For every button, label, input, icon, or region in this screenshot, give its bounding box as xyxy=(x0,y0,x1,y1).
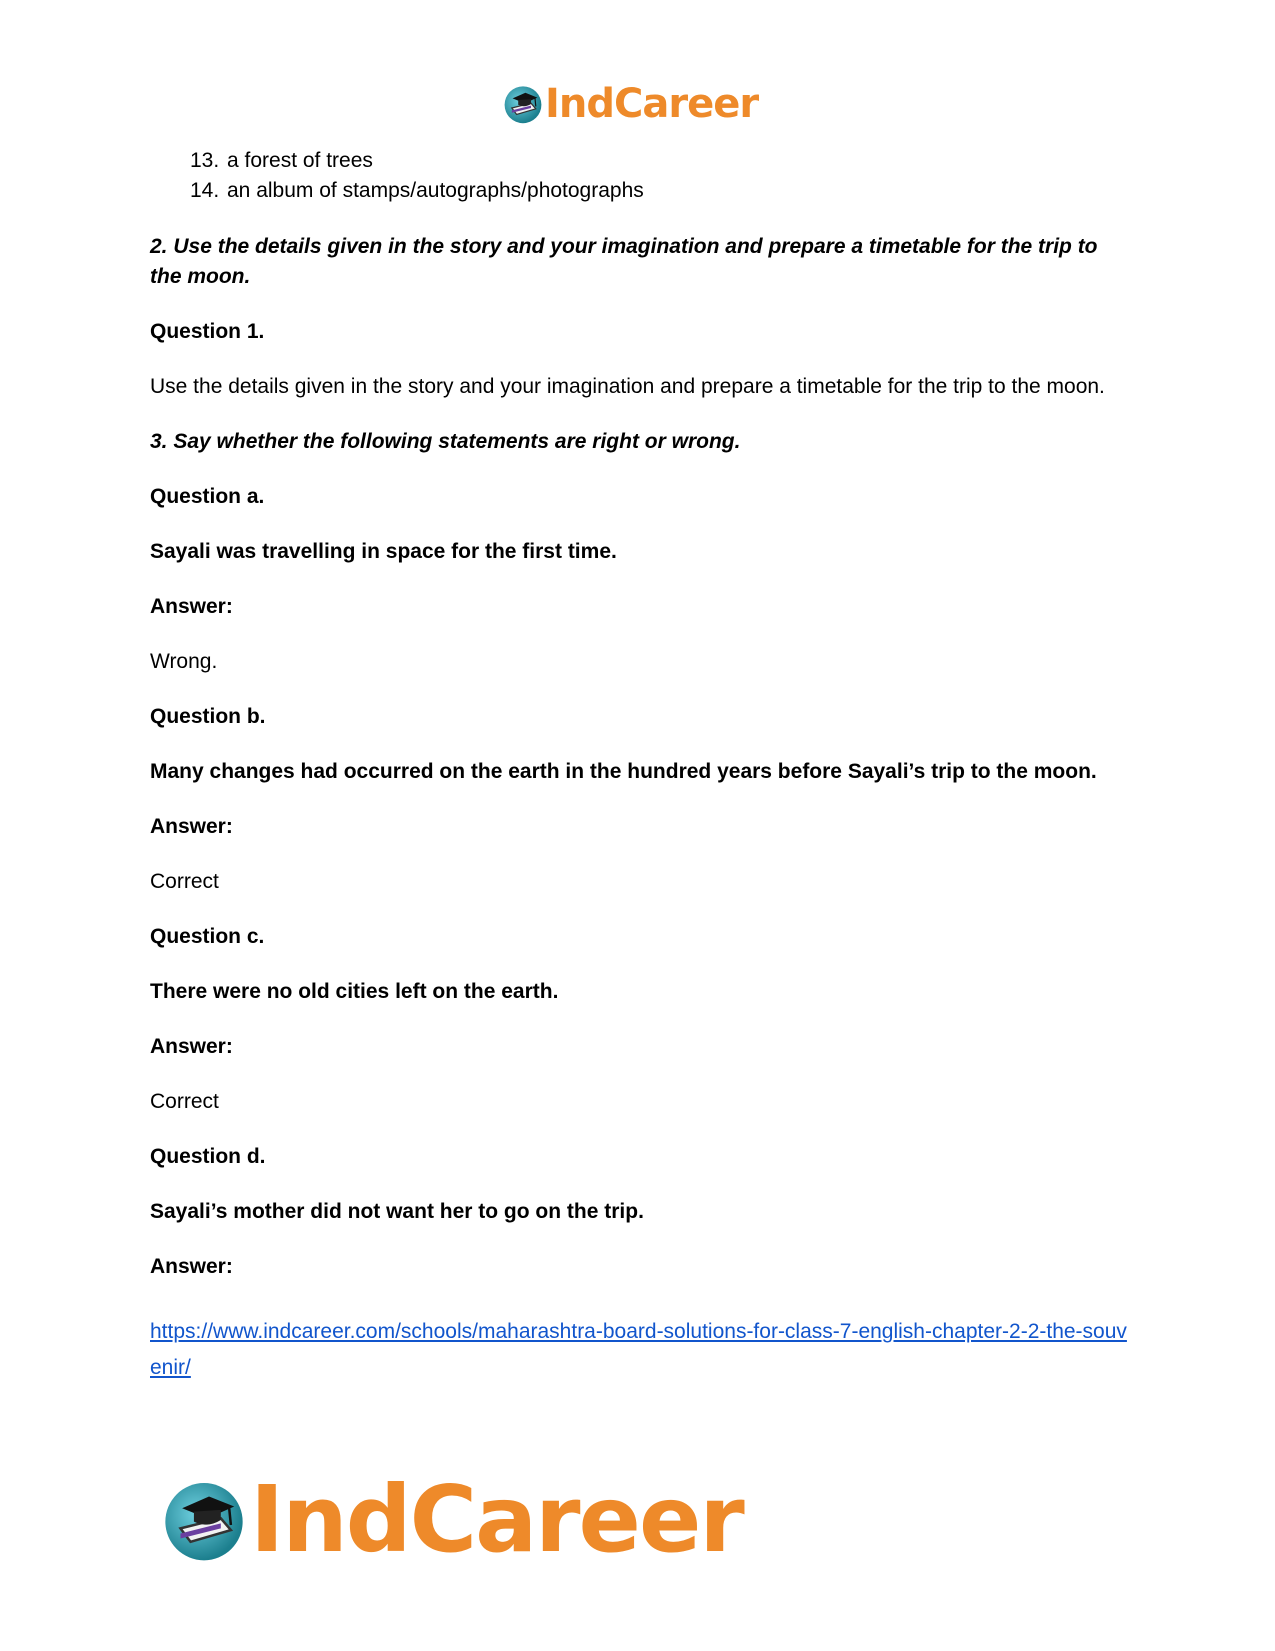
list-item: 13. a forest of trees xyxy=(225,146,1130,176)
question-text: Many changes had occurred on the earth in the hundred years before Sayali’s trip to the moon. xyxy=(150,760,1097,783)
answer-text: Correct xyxy=(150,870,219,893)
answer-label: Answer: xyxy=(150,1035,233,1058)
section-heading: 3. Say whether the following statements are right or wrong. xyxy=(150,430,741,453)
question-label: Question 1. xyxy=(150,320,265,343)
answer-label: Answer: xyxy=(150,595,233,618)
question-text: Sayali’s mother did not want her to go on the trip. xyxy=(150,1200,644,1223)
graduation-book-icon xyxy=(162,1478,246,1562)
logo-wordmark: IndCareer xyxy=(545,81,759,127)
question-label: Question c. xyxy=(150,925,265,948)
answer-text: Correct xyxy=(150,1090,219,1113)
header-logo xyxy=(503,80,758,128)
graduation-book-icon xyxy=(503,84,543,124)
source-link[interactable]: https://www.indcareer.com/schools/maharashtra-board-solutions-for-class-7-english-chapter-2-2-the-souvenir/ xyxy=(150,1320,1127,1379)
numbered-list xyxy=(150,146,1130,206)
section-heading: 2. Use the details given in the story and your imagination and prepare a timetable for the trip to the moon. xyxy=(150,235,1098,288)
answer-label: Answer: xyxy=(150,1255,233,1278)
page-content xyxy=(150,146,1130,1386)
footer-logo xyxy=(162,1466,743,1573)
logo-wordmark: IndCareer xyxy=(250,1466,743,1573)
question-label: Question a. xyxy=(150,485,265,508)
list-item: 14. an album of stamps/autographs/photographs xyxy=(225,176,1130,206)
question-text: Sayali was travelling in space for the first time. xyxy=(150,540,617,563)
answer-label: Answer: xyxy=(150,815,233,838)
question-label: Question d. xyxy=(150,1145,266,1168)
question-text: There were no old cities left on the earth. xyxy=(150,980,559,1003)
question-label: Question b. xyxy=(150,705,266,728)
question-text: Use the details given in the story and your imagination and prepare a timetable for the trip to the moon. xyxy=(150,375,1105,398)
answer-text: Wrong. xyxy=(150,650,218,673)
